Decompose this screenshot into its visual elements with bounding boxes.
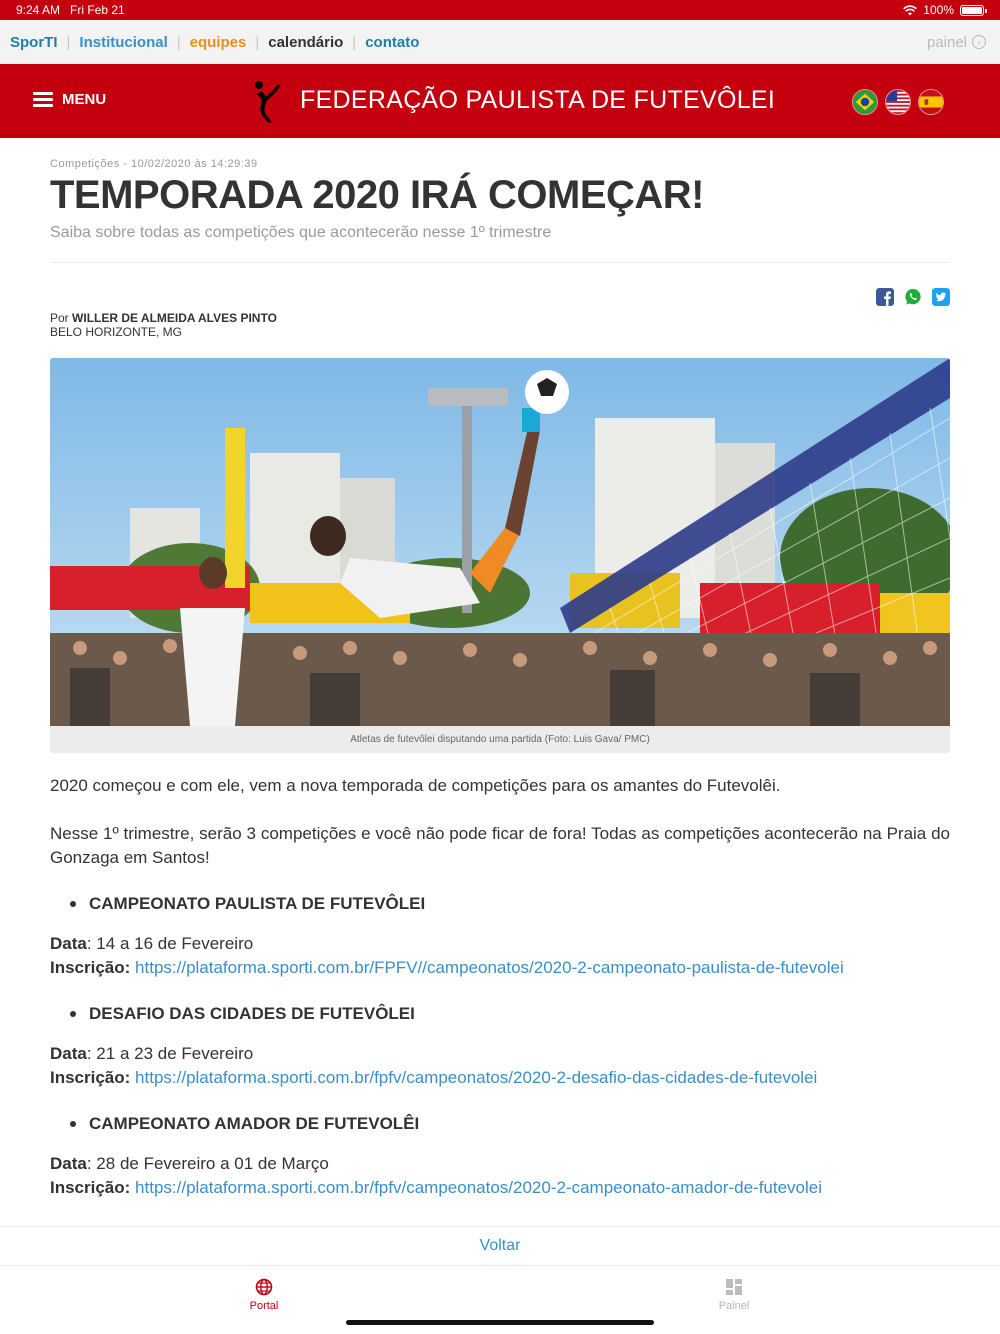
competition-title: DESAFIO DAS CIDADES DE FUTEVÔLEI	[89, 1004, 415, 1023]
article-meta: Competições - 10/02/2020 às 14:29:39	[50, 158, 258, 170]
photo-caption: Atletas de futevôlei disputando uma partida (Foto: Luis Gava/ PMC)	[350, 734, 650, 745]
author-line	[50, 311, 950, 325]
spain-flag-icon[interactable]	[918, 89, 944, 115]
brazil-flag-icon[interactable]	[852, 89, 878, 115]
paragraph-details: Nesse 1º trimestre, serão 3 competições e você não pode ficar de fora! Todas as competições acontecerão na Praia do Gonzaga em Santos!	[50, 824, 950, 867]
date-label: Data	[50, 934, 87, 953]
footvolley-photo	[50, 358, 950, 726]
status-time: 9:24 AM	[16, 3, 61, 17]
menu-label: MENU	[62, 91, 107, 108]
battery-icon	[960, 5, 984, 16]
byline-prefix: Por	[50, 311, 69, 325]
nav-separator: |	[255, 33, 260, 51]
competition-item	[50, 1004, 950, 1090]
photo-figure	[50, 358, 950, 753]
registration-label: Inscrição:	[50, 958, 131, 977]
bullet-icon	[70, 901, 76, 907]
nav-link-calendario[interactable]: calendário	[268, 33, 344, 51]
battery-percent: 100%	[923, 3, 954, 17]
usa-flag-icon[interactable]	[885, 89, 911, 115]
dashboard-icon	[725, 1278, 743, 1296]
competition-name	[70, 1004, 950, 1024]
bullet-icon	[70, 1011, 76, 1017]
site-header	[0, 64, 1000, 138]
nav-separator: |	[176, 33, 181, 51]
competition-title: CAMPEONATO AMADOR DE FUTEVOLÊI	[89, 1114, 420, 1133]
registration-link[interactable]: https://plataforma.sporti.com.br/fpfv/campeonatos/2020-2-campeonato-amador-de-futevolei	[135, 1178, 823, 1197]
date-value: : 21 a 23 de Fevereiro	[86, 1044, 254, 1063]
competition-date	[50, 932, 950, 956]
author-name: WILLER DE ALMEIDA ALVES PINTO	[72, 311, 277, 325]
whatsapp-share-icon[interactable]	[904, 288, 922, 306]
competition-registration	[50, 1066, 950, 1090]
globe-icon	[255, 1278, 273, 1296]
competition-item	[50, 894, 950, 980]
author-location: BELO HORIZONTE, MG	[50, 325, 183, 339]
painel-label: painel	[926, 33, 967, 51]
tab-painel-label: Painel	[718, 1300, 750, 1312]
status-right	[903, 3, 984, 17]
bullet-icon	[70, 1121, 76, 1127]
tab-portal-label: Portal	[249, 1300, 279, 1312]
divider	[50, 262, 950, 263]
nav-link-sporti[interactable]: SporTI	[10, 33, 58, 51]
top-navigation	[0, 20, 1000, 64]
status-date: Fri Feb 21	[70, 3, 125, 17]
paragraph-intro: 2020 começou e com ele, vem a nova temporada de competições para os amantes do Futevolêi.	[50, 776, 781, 795]
competition-name	[70, 894, 950, 914]
site-title[interactable]: FEDERAÇÃO PAULISTA DE FUTEVÔLEI	[300, 86, 776, 114]
twitter-share-icon[interactable]	[932, 288, 950, 306]
registration-label: Inscrição:	[50, 1068, 131, 1087]
nav-link-institucional[interactable]: Institucional	[79, 33, 168, 51]
tab-painel[interactable]	[694, 1278, 774, 1312]
registration-label: Inscrição:	[50, 1178, 131, 1197]
competition-item	[50, 1114, 950, 1200]
share-buttons	[876, 288, 950, 306]
nav-link-equipes[interactable]: equipes	[189, 33, 247, 51]
article-subtitle: Saiba sobre todas as competições que acontecerão nesse 1º trimestre	[50, 224, 552, 241]
facebook-share-icon[interactable]	[876, 288, 894, 306]
competition-registration	[50, 956, 950, 980]
nav-link-contato[interactable]: contato	[365, 33, 420, 51]
article	[50, 138, 950, 1200]
menu-button[interactable]	[33, 91, 106, 108]
registration-link[interactable]: https://plataforma.sporti.com.br/fpfv/campeonatos/2020-2-desafio-das-cidades-de-futevolei	[135, 1068, 818, 1087]
competition-registration	[50, 1176, 950, 1200]
tab-portal[interactable]	[224, 1278, 304, 1312]
date-label: Data	[50, 1154, 87, 1173]
back-button[interactable]: Voltar	[0, 1226, 1000, 1266]
date-value: : 28 de Fevereiro a 01 de Março	[86, 1154, 329, 1173]
arrow-right-circle-icon: ›	[972, 35, 986, 49]
registration-link[interactable]: https://plataforma.sporti.com.br/FPFV//campeonatos/2020-2-campeonato-paulista-de-futevolei	[135, 958, 844, 977]
language-selector	[852, 89, 944, 115]
federation-logo-icon[interactable]	[252, 78, 282, 124]
nav-separator: |	[352, 33, 357, 51]
date-label: Data	[50, 1044, 87, 1063]
competition-date	[50, 1042, 950, 1066]
competition-name	[70, 1114, 950, 1134]
hamburger-icon	[33, 92, 53, 107]
date-value: : 14 a 16 de Fevereiro	[86, 934, 254, 953]
article-title: TEMPORADA 2020 IRÁ COMEÇAR!	[50, 173, 704, 217]
nav-separator: |	[66, 33, 71, 51]
wifi-icon	[903, 5, 917, 16]
status-bar	[0, 0, 1000, 20]
competition-date	[50, 1152, 950, 1176]
home-indicator[interactable]	[346, 1320, 654, 1325]
byline	[50, 311, 950, 339]
competition-title: CAMPEONATO PAULISTA DE FUTEVÔLEI	[89, 894, 426, 913]
painel-link[interactable]	[927, 34, 990, 51]
